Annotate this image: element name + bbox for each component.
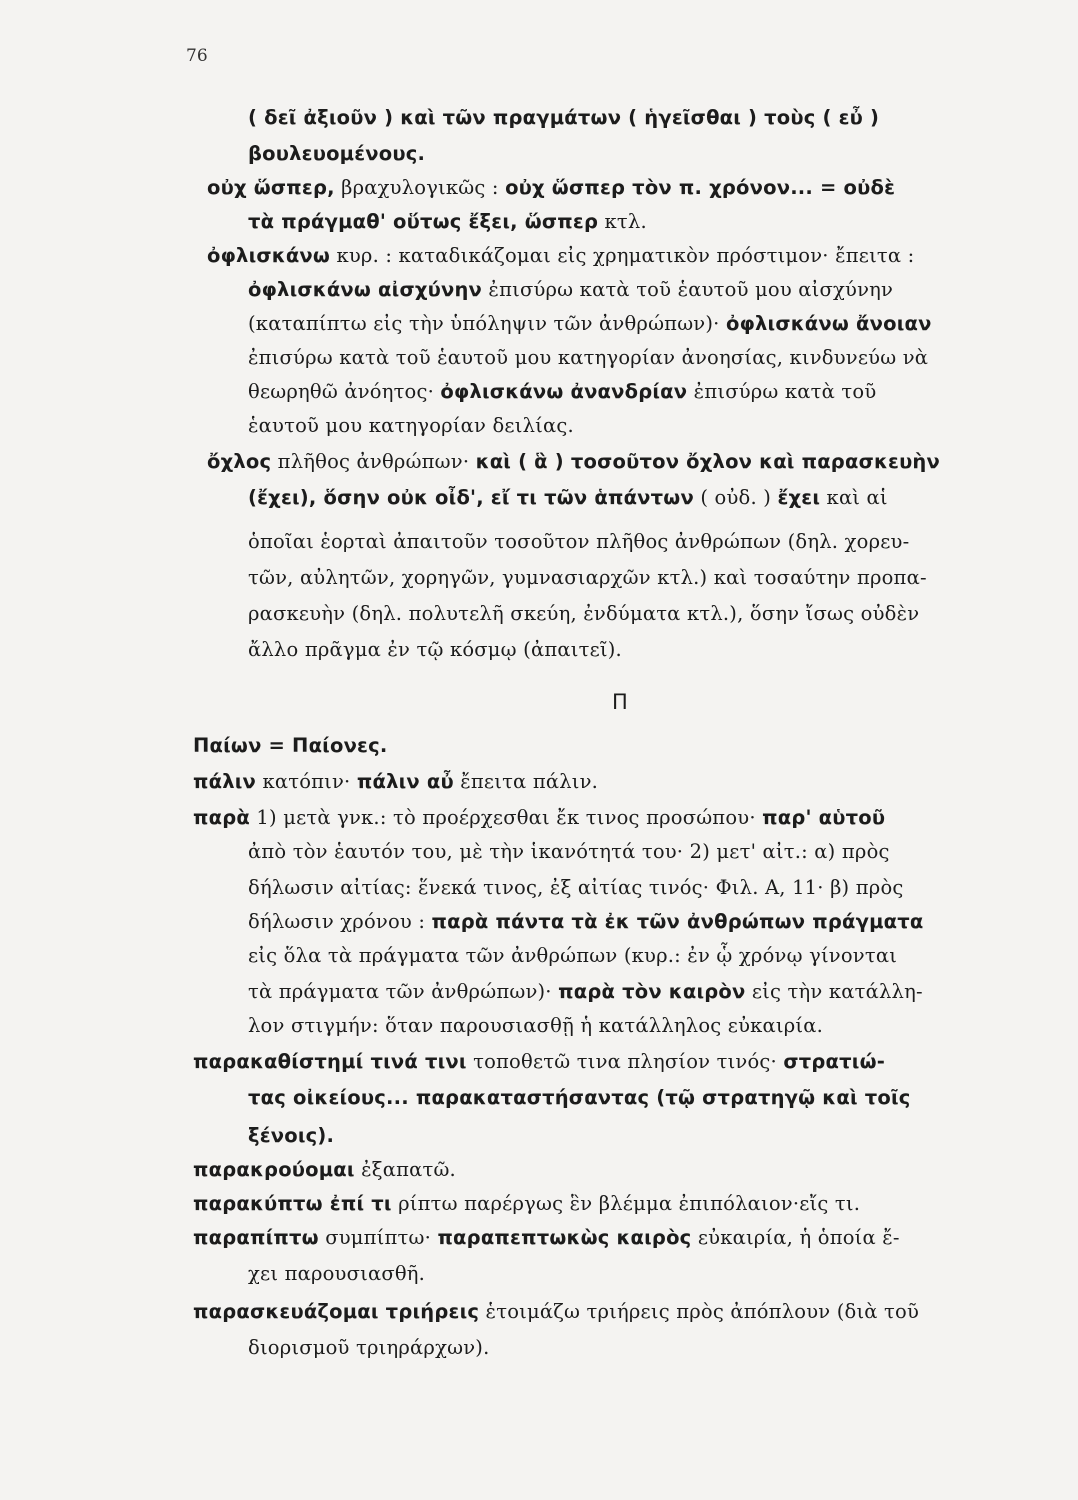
text-line (193, 1192, 860, 1215)
text-line (193, 806, 885, 829)
definition-text: ὁποῖαι ἑορταὶ ἀπαιτοῦν τοσοῦτον πλῆθος ἀνθρώπων (δηλ. χορευ- (248, 530, 910, 553)
text-line (248, 414, 574, 437)
headword: παρακρούομαι (193, 1158, 355, 1181)
definition-text: λον στιγμήν: ὅταν παρουσιασθῇ ἡ κατάλληλος εὐκαιρία. (248, 1014, 824, 1037)
text-line (193, 1300, 919, 1323)
definition-text: χει παρουσιασθῆ. (248, 1262, 426, 1285)
text-line (248, 1014, 823, 1037)
headword: παρασκευάζομαι τριήρεις (193, 1300, 480, 1323)
definition-text: κατόπιν· (256, 770, 357, 793)
headword: παρακύπτω ἐπί τι (193, 1192, 392, 1215)
headword: παραπίπτω (193, 1226, 319, 1249)
text-line (193, 1226, 900, 1249)
text-line (207, 244, 914, 267)
page-number: 76 (186, 46, 208, 66)
text-line (248, 530, 909, 553)
definition-text: ρασκευὴν (δηλ. πολυτελῆ σκεύη, ἐνδύματα κτλ.), ὅσην ἴσως οὐδὲν (248, 602, 920, 625)
headword: παρακαθίστημί τινά τινι (193, 1050, 467, 1073)
headword: πάλιν αὖ (356, 770, 454, 793)
headword: καὶ ( ἃ ) τοσοῦτον ὄχλον καὶ παρασκευὴν (475, 450, 940, 473)
definition-text: 1) μετὰ γνκ.: τὸ προέρχεσθαι ἔκ τινος προσώπου· (249, 806, 763, 829)
definition-text: ἄλλο πρᾶγμα ἐν τῷ κόσμῳ (ἀπαιτεῖ). (248, 638, 622, 661)
headword: οὐχ ὥσπερ τὸν π. χρόνον... = οὐδὲ (505, 176, 896, 199)
headword: οὐχ ὥσπερ, (207, 176, 335, 199)
headword: ὀφλισκάνω ἄνοιαν (725, 312, 932, 335)
definition-text: συμπίπτω· (318, 1226, 438, 1249)
headword: παρὰ πάντα τὰ ἐκ τῶν ἀνθρώπων πράγματα (431, 910, 924, 933)
definition-text: ἔπειτα πάλιν. (453, 770, 599, 793)
headword: παρὰ (193, 806, 250, 829)
headword: Παίων = Παίονες. (193, 734, 388, 757)
headword: ὀφλισκάνω αἰσχύνην (248, 278, 483, 301)
definition-text: τῶν, αὐλητῶν, χορηγῶν, γυμνασιαρχῶν κτλ.) καὶ τοσαύτην προπα- (248, 566, 927, 589)
text-line (248, 566, 927, 589)
text-line (248, 380, 876, 403)
headword: στρατιώ- (783, 1050, 886, 1073)
definition-text: ρίπτω παρέργως ἓν βλέμμα ἐπιπόλαιον·εἴς τι. (391, 1192, 861, 1215)
headword: παρ' αὑτοῦ (762, 806, 886, 829)
definition-text: δήλωσιν χρόνου : (248, 910, 432, 933)
headword: πάλιν (193, 770, 257, 793)
definition-text: κυρ. : καταδικάζομαι εἰς χρηματικὸν πρόστιμον· ἔπειτα : (330, 244, 915, 267)
headword: παραπεπτωκὼς καιρὸς (437, 1226, 692, 1249)
text-line (248, 1336, 489, 1359)
text-line (193, 1050, 885, 1073)
definition-text: κτλ. (598, 210, 647, 233)
definition-text: θεωρηθῶ ἀνόητος· (248, 380, 441, 403)
headword: ἔχει (777, 486, 821, 509)
text-line (248, 840, 890, 863)
definition-text: ( οὐδ. ) (693, 486, 778, 509)
text-line (248, 486, 888, 509)
text-line (248, 1086, 911, 1109)
text-line (193, 734, 387, 757)
headword: ὀφλισκάνω (207, 244, 331, 267)
definition-text: καὶ αἱ (820, 486, 888, 509)
text-line (207, 176, 895, 199)
headword: ξένοις). (248, 1124, 335, 1147)
text-line (248, 638, 622, 661)
section-letter: Π (612, 690, 628, 714)
definition-text: ἐπισύρω κατὰ τοῦ ἑαυτοῦ μου αἰσχύνην (482, 278, 894, 301)
definition-text: τὰ πράγματα τῶν ἀνθρώπων)· (248, 980, 559, 1003)
definition-text: διορισμοῦ τριηράρχων). (248, 1336, 490, 1359)
headword: (ἔχει), ὅσην οὐκ οἶδ', εἴ τι τῶν ἁπάντων (248, 486, 694, 509)
text-line (248, 602, 919, 625)
headword: ὀφλισκάνω ἀνανδρίαν (440, 380, 688, 403)
definition-text: εὐκαιρία, ἡ ὁποία ἔ- (691, 1226, 900, 1249)
text-line (248, 346, 928, 369)
text-line (248, 910, 924, 933)
definition-text: πλῆθος ἀνθρώπων· (271, 450, 476, 473)
headword: τὰ πράγμαθ' οὕτως ἔξει, ὥσπερ (248, 210, 599, 233)
definition-text: βραχυλογικῶς : (334, 176, 506, 199)
definition-text: δήλωσιν αἰτίας: ἕνεκά τινος, ἐξ αἰτίας τινός· Φιλ. Α, 11· β) πρὸς (248, 876, 904, 899)
text-line (248, 876, 904, 899)
headword: ( δεῖ ἀξιοῦν ) καὶ τῶν πραγμάτων ( ἡγεῖσθαι ) τοὺς ( εὖ ) (248, 106, 880, 129)
text-line (248, 278, 893, 301)
text-line (248, 312, 932, 335)
definition-text: εἰς ὅλα τὰ πράγματα τῶν ἀνθρώπων (κυρ.: ἐν ᾧ χρόνῳ γίνονται (248, 944, 898, 967)
definition-text: ἐπισύρω κατὰ τοῦ ἑαυτοῦ μου κατηγορίαν ἀνοησίας, κινδυνεύω νὰ (248, 346, 929, 369)
text-line (193, 770, 598, 793)
definition-text: ἀπὸ τὸν ἑαυτόν του, μὲ τὴν ἱκανότητά του· 2) μετ' αἰτ.: α) πρὸς (248, 840, 890, 863)
text-line (248, 106, 879, 129)
text-line (193, 1158, 456, 1181)
text-line (207, 450, 940, 473)
definition-text: ἐπισύρω κατὰ τοῦ (687, 380, 877, 403)
headword: τας οἰκείους... παρακαταστήσαντας (τῷ στρατηγῷ καὶ τοῖς (248, 1086, 911, 1109)
headword: βουλευομένους. (248, 142, 426, 165)
text-line (248, 980, 923, 1003)
definition-text: ἐξαπατῶ. (354, 1158, 456, 1181)
text-line (248, 1124, 334, 1147)
text-line (248, 944, 897, 967)
definition-text: (καταπίπτω εἰς τὴν ὑπόληψιν τῶν ἀνθρώπων)· (248, 312, 726, 335)
headword: ὄχλος (207, 450, 272, 473)
definition-text: ἑαυτοῦ μου κατηγορίαν δειλίας. (248, 414, 574, 437)
definition-text: ἑτοιμάζω τριήρεις πρὸς ἀπόπλουν (διὰ τοῦ (479, 1300, 920, 1323)
definition-text: τοποθετῶ τινα πλησίον τινός· (466, 1050, 784, 1073)
definition-text: εἰς τὴν κατάλλη- (745, 980, 923, 1003)
text-line (248, 1262, 425, 1285)
headword: παρὰ τὸν καιρὸν (558, 980, 746, 1003)
text-line (248, 210, 647, 233)
text-line (248, 142, 425, 165)
